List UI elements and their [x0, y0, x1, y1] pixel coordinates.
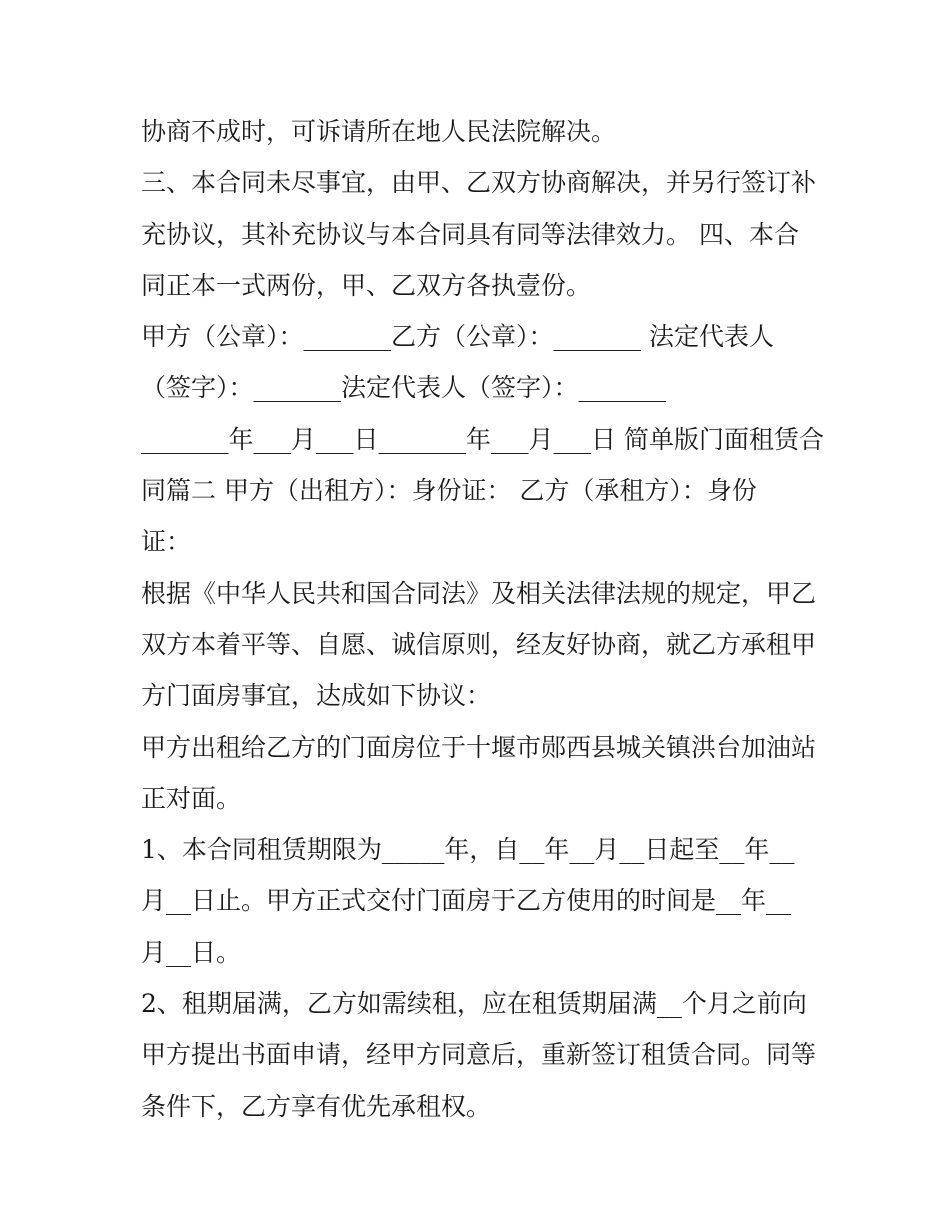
text-line: 充协议，其补充协议与本合同具有同等法律效力。 四、本合: [141, 219, 799, 249]
clause-line: 条件下，乙方享有优先承租权。: [141, 1091, 492, 1121]
date-line: _______年___月___日_______年___月___日 简单版门面租赁合: [141, 424, 824, 454]
clause-line: 月__日止。甲方正式交付门面房于乙方使用的时间是__年__: [141, 886, 792, 916]
text-line: 甲方出租给乙方的门面房位于十堰市郧西县城关镇洪台加油站: [141, 732, 817, 762]
document-body: [141, 106, 824, 1132]
text-line: 正对面。: [141, 783, 242, 813]
text-line: 方门面房事宜，达成如下协议：: [141, 681, 492, 711]
clause-line: 1、本合同租赁期限为_____年，自__年__月__日起至__年__: [141, 835, 795, 865]
signature-line: （签字）：_______法定代表人（签字）：_______: [141, 373, 667, 403]
text-line: 同正本一式两份，甲、乙双方各执壹份。: [141, 270, 592, 300]
clause-line: 月__日。: [141, 937, 242, 967]
text-line: 同篇二 甲方（出租方）：身份证： 乙方（承租方）：身份: [141, 476, 757, 506]
text-line: 协商不成时，可诉请所在地人民法院解决。: [141, 117, 617, 146]
text-line: 根据《中华人民共和国合同法》及相关法律法规的规定，甲乙: [141, 578, 817, 608]
signature-line: 甲方（公章）：_______乙方（公章）：_______ 法定代表人: [141, 322, 774, 352]
clause-line: 2、租期届满，乙方如需续租，应在租赁期届满__个月之前向: [141, 989, 807, 1019]
clause-line: 甲方提出书面申请，经甲方同意后，重新签订租赁合同。同等: [141, 1040, 817, 1070]
text-line: 双方本着平等、自愿、诚信原则，经友好协商，就乙方承租甲: [141, 629, 817, 659]
text-line: 证：: [141, 527, 192, 557]
text-line: 三、本合同未尽事宜，由甲、乙双方协商解决，并另行签订补: [141, 168, 817, 198]
